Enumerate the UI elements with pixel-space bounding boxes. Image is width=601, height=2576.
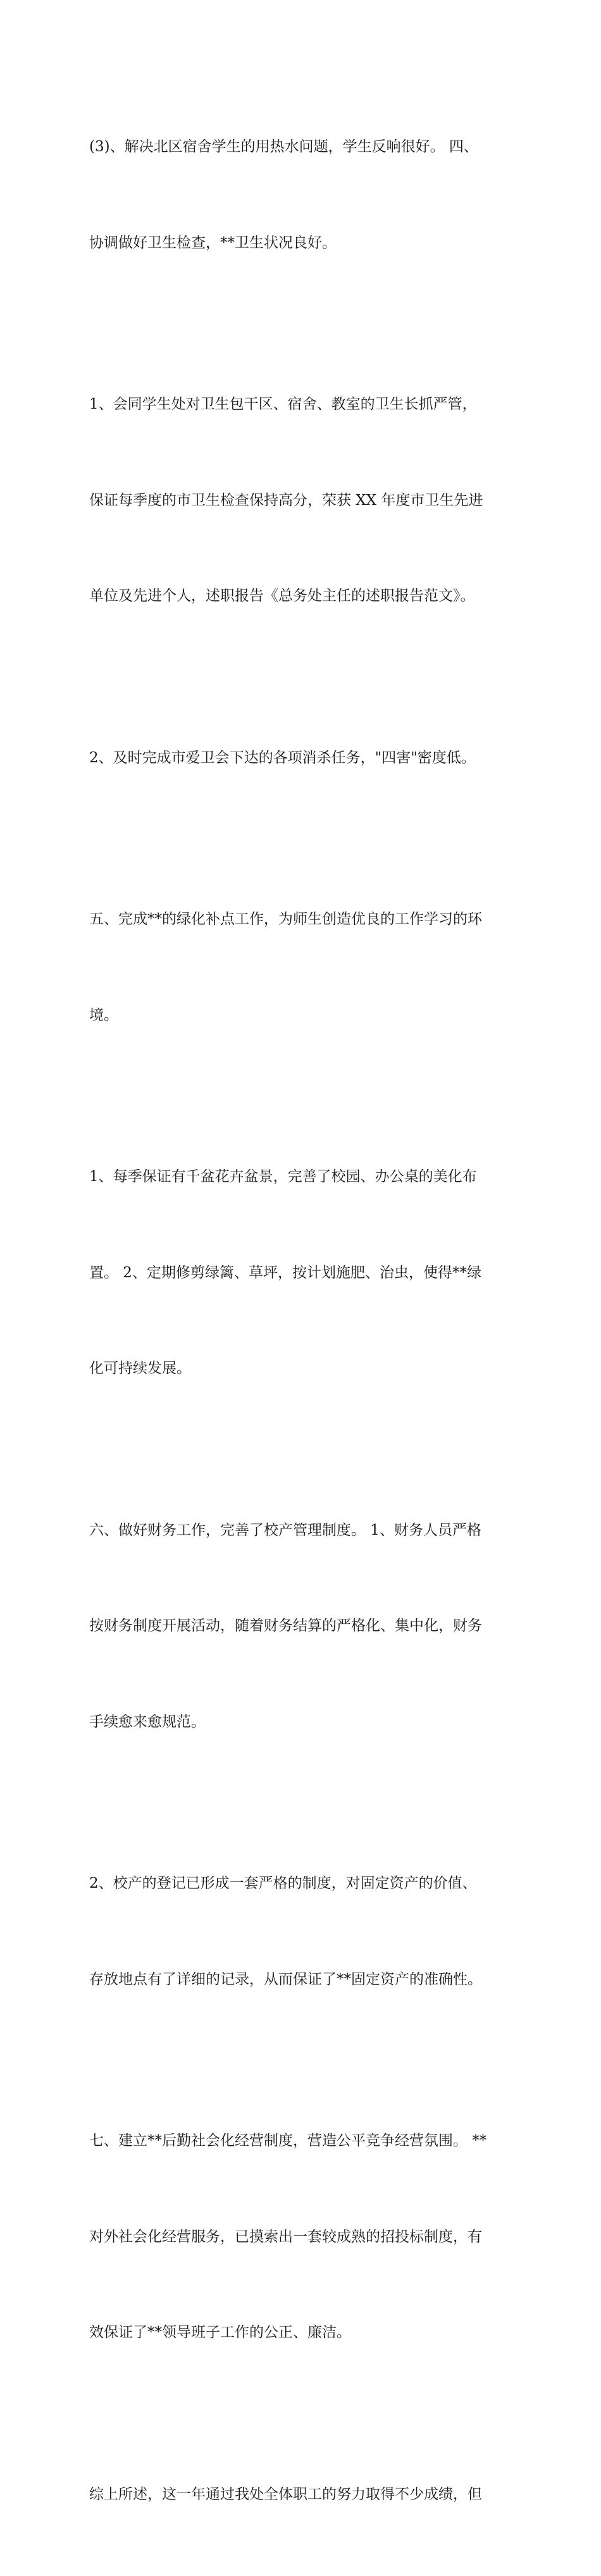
text-line: 2、校产的登记已形成一套严格的制度，对固定资产的价值、 — [89, 1875, 477, 1892]
text-line: 对外社会化经营服务，已摸索出一套较成熟的招投标制度，有 — [89, 2228, 482, 2245]
paragraph-9 — [89, 2415, 519, 2575]
text-line: 保证每季度的市卫生检查保持高分，荣获 XX 年度市卫生先进 — [89, 492, 483, 509]
text-line: 2、及时完成市爱卫会下达的各项消杀任务，"四害"密度低。 — [89, 749, 476, 766]
text-line: 存放地点有了详细的记录，从而保证了**固定资产的准确性。 — [89, 1971, 482, 1988]
text-line: 手续愈来愈规范。 — [89, 1713, 206, 1730]
text-line: 协调做好卫生检查，**卫生状况良好。 — [89, 234, 337, 251]
text-line: 七、建立**后勤社会化经营制度，营造公平竞争经营氛围。 ** — [89, 2133, 487, 2149]
paragraph-2 — [89, 325, 519, 676]
paragraph-7 — [89, 1804, 519, 2059]
text-line: 置。 2、定期修剪绿篱、草坪，按计划施肥、治虫，使得**绿 — [89, 1264, 481, 1281]
text-line: 1、每季保证有千盆花卉盆景，完善了校园、办公桌的美化布 — [89, 1168, 477, 1185]
text-line: 1、会同学生处对卫生包干区、宿舍、教室的卫生长抓严管， — [89, 396, 477, 412]
text-line: 境。 — [89, 1006, 118, 1024]
paragraph-3 — [89, 678, 519, 838]
paragraph-1 — [89, 67, 519, 323]
text-line: 按财务制度开展活动，随着财务结算的严格化、集中化，财务 — [89, 1618, 482, 1634]
text-line: 五、完成**的绿化补点工作，为师生创造优良的工作学习的环 — [89, 911, 482, 927]
text-line: (3)、解决北区宿舍学生的用热水问题，学生反响很好。 四、 — [89, 139, 478, 155]
paragraph-8 — [89, 2061, 519, 2413]
text-line: 单位及先进个人，述职报告《总务处主任的述职报告范文》。 — [89, 588, 475, 604]
paragraph-6 — [89, 1451, 519, 1802]
paragraph-5 — [89, 1097, 519, 1449]
text-line: 效保证了**领导班子工作的公正、廉洁。 — [89, 2324, 351, 2341]
paragraph-4 — [89, 839, 519, 1095]
document-body — [89, 67, 519, 2576]
text-line: 综上所述，这一年通过我处全体职工的努力取得不少成绩，但 — [89, 2486, 482, 2503]
text-line: 六、做好财务工作，完善了校产管理制度。 1、财务人员严格 — [89, 1521, 481, 1539]
text-line: 化可持续发展。 — [89, 1360, 191, 1377]
